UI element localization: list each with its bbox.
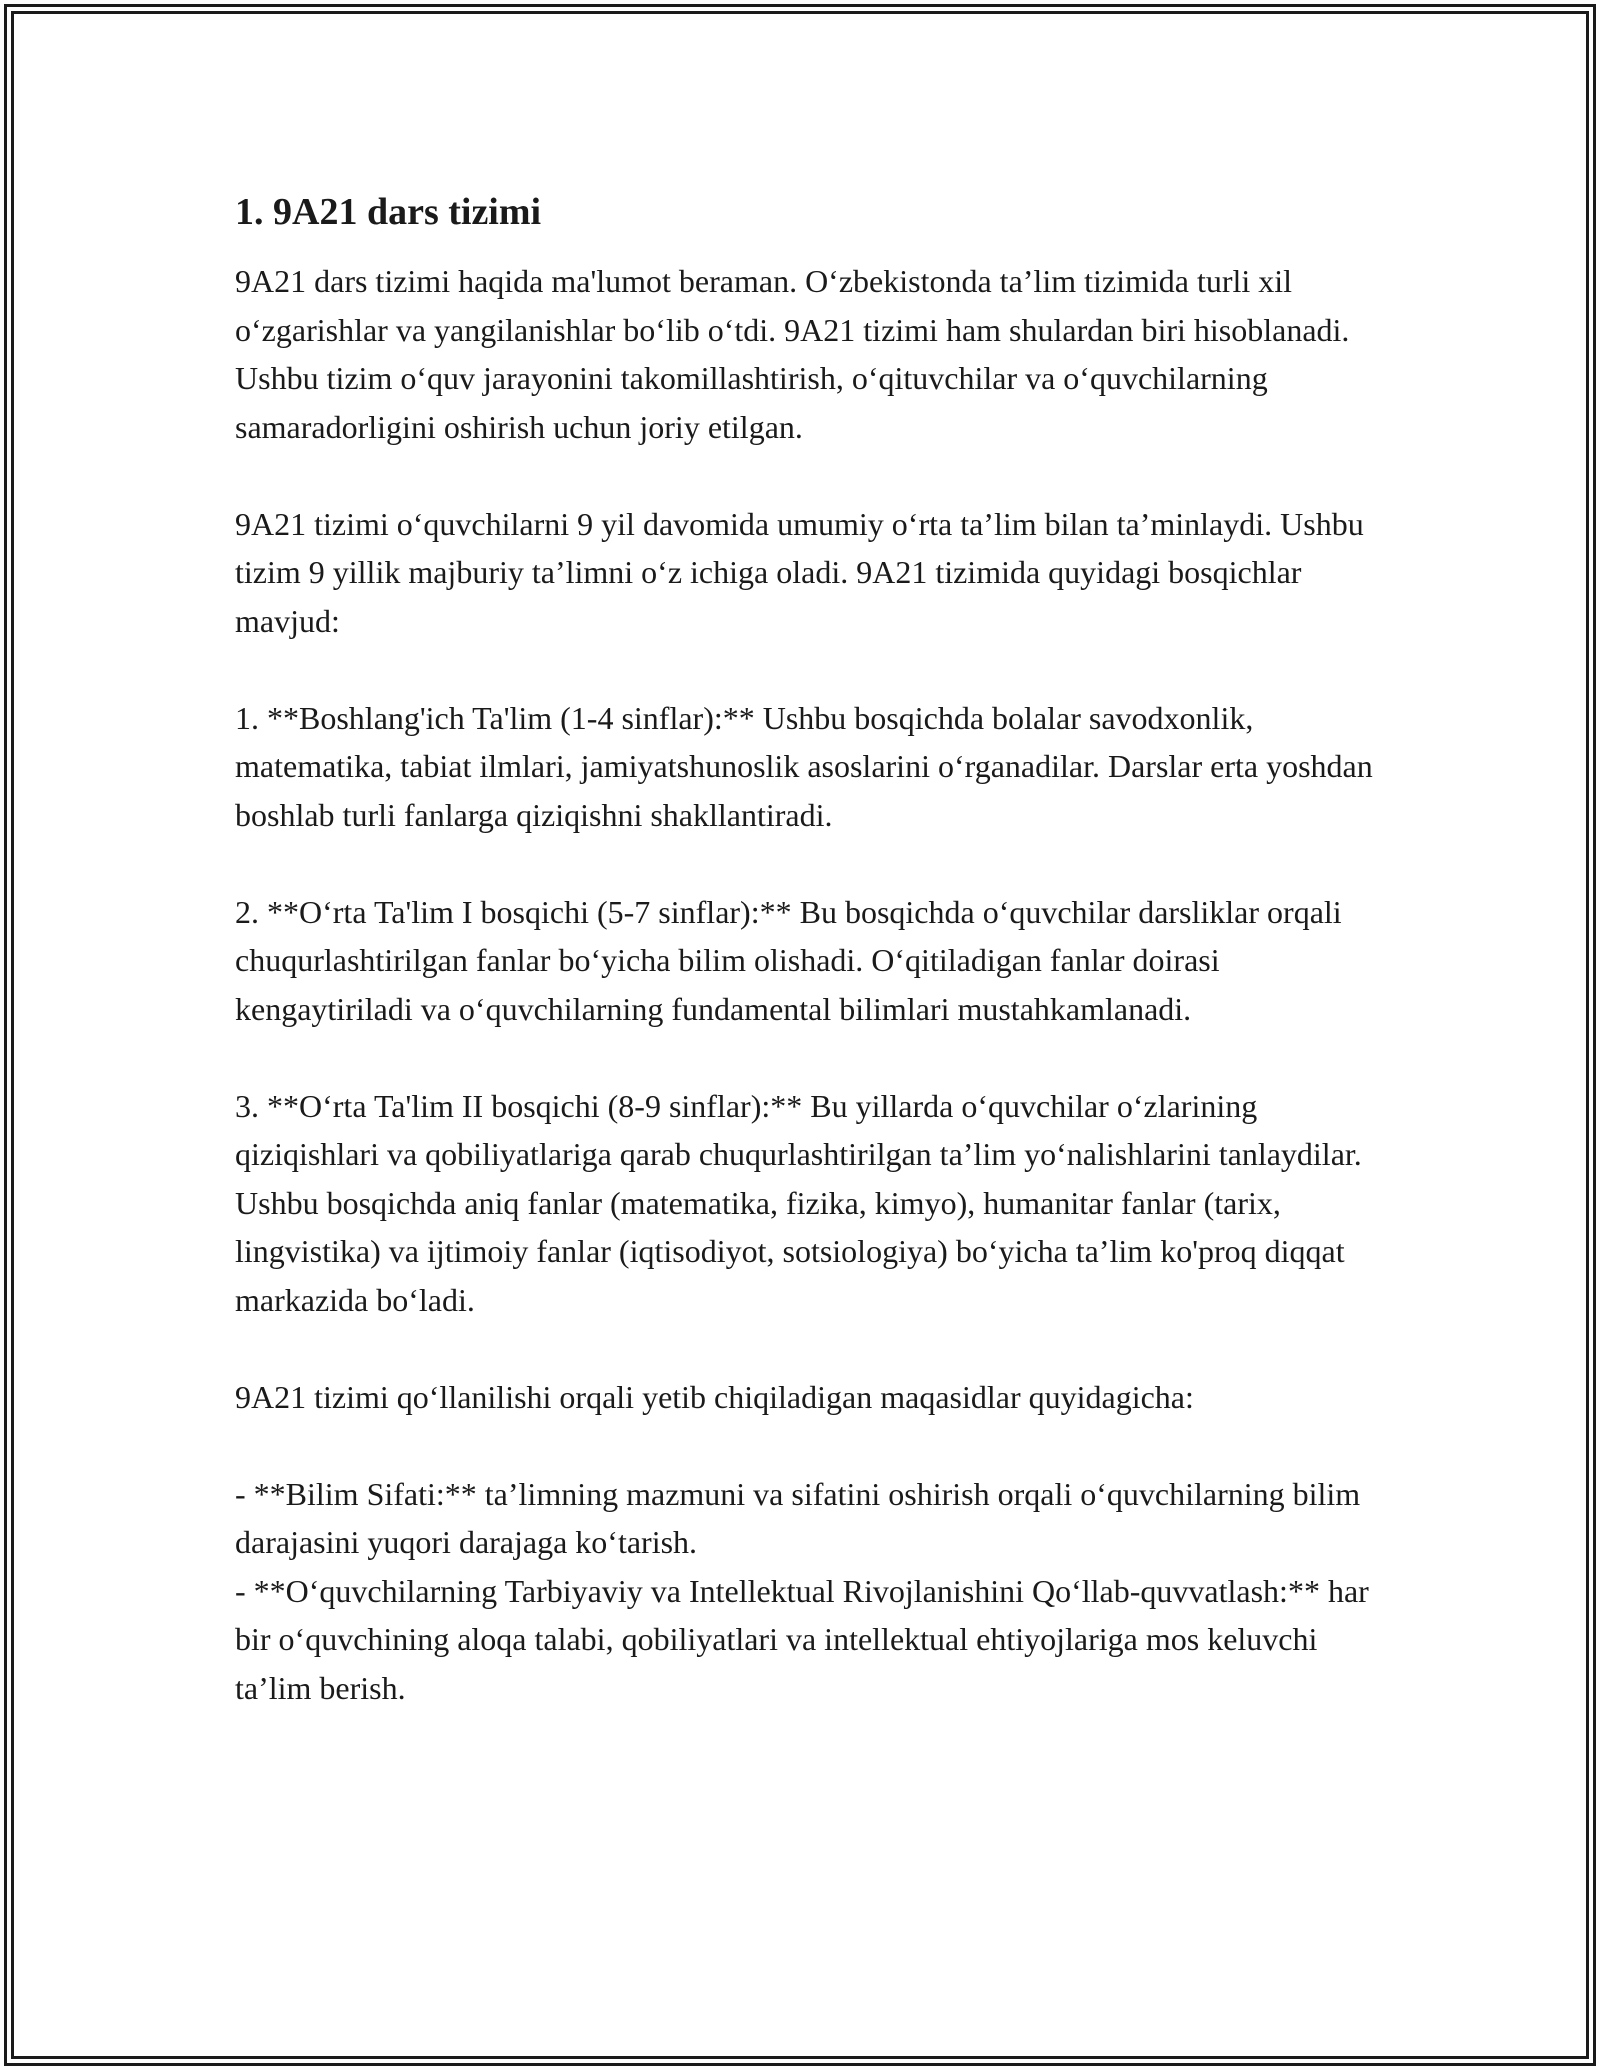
paragraph-intro: 9A21 dars tizimi haqida ma'lumot beraman. O‘zbekistonda ta’lim tizimida turli xil o‘zgarishlar va yangilanishlar bo‘lib o‘tdi. 9A21 tizimi ham shulardan biri hisoblanadi. Ushbu tizim o‘quv jarayonini takomillashtirish, o‘qituvchilar va o‘quvchilarning samaradorligini oshirish uchun joriy etilgan. (235, 263, 1350, 445)
bullet-item-development-support: - **O‘quvchilarning Tarbiyaviy va Intellektual Rivojlanishini Qo‘llab-quvvatlash:** har bir o‘quvchining aloqa talabi, qobiliyatlari va intellektual ehtiyojlariga mos keluvchi ta’lim berish. (235, 1572, 1369, 1706)
document-body (235, 185, 1375, 1712)
list-item-stage-3: 3. **O‘rta Ta'lim II bosqichi (8-9 sinflar):** Bu yillarda o‘quvchilar o‘zlarining qiziqishlari va qobiliyatlariga qarab chuqurlashtirilgan ta’lim yo‘nalishlarini tanlaydilar. Ushbu bosqichda aniq fanlar (matematika, fizika, kimyo), humanitar fanlar (tarix, lingvistika) va ijtimoiy fanlar (iqtisodiyot, sotsiologiya) bo‘yicha ta’lim ko'proq diqqat markazida bo‘ladi. (235, 1087, 1362, 1318)
list-item-stage-2: 2. **O‘rta Ta'lim I bosqichi (5-7 sinflar):** Bu bosqichda o‘quvchilar darsliklar orqali chuqurlashtirilgan fanlar bo‘yicha bilim olishadi. O‘qitiladigan fanlar doirasi kengaytiriladi va o‘quvchilarning fundamental bilimlari mustahkamlanadi. (235, 893, 1342, 1027)
paragraph-goals-intro: 9A21 tizimi qo‘llanilishi orqali yetib chiqiladigan maqasidlar quyidagicha: (235, 1378, 1194, 1415)
paragraph-overview: 9A21 tizimi o‘quvchilarni 9 yil davomida umumiy o‘rta ta’lim bilan ta’minlaydi. Ushbu tizim 9 yillik majburiy ta’limni o‘z ichiga oladi. 9A21 tizimida quyidagi bosqichlar mavjud: (235, 505, 1364, 639)
bullet-item-knowledge-quality: - **Bilim Sifati:** ta’limning mazmuni va sifatini oshirish orqali o‘quvchilarning bilim darajasini yuqori darajaga ko‘tarish. (235, 1475, 1361, 1560)
list-item-stage-1: 1. **Boshlang'ich Ta'lim (1-4 sinflar):** Ushbu bosqichda bolalar savodxonlik, matematika, tabiat ilmlari, jamiyatshunoslik asoslarini o‘rganadilar. Darslar erta yoshdan boshlab turli fanlarga qiziqishni shakllantiradi. (235, 699, 1373, 833)
section-heading: 1. 9A21 dars tizimi (235, 191, 542, 233)
